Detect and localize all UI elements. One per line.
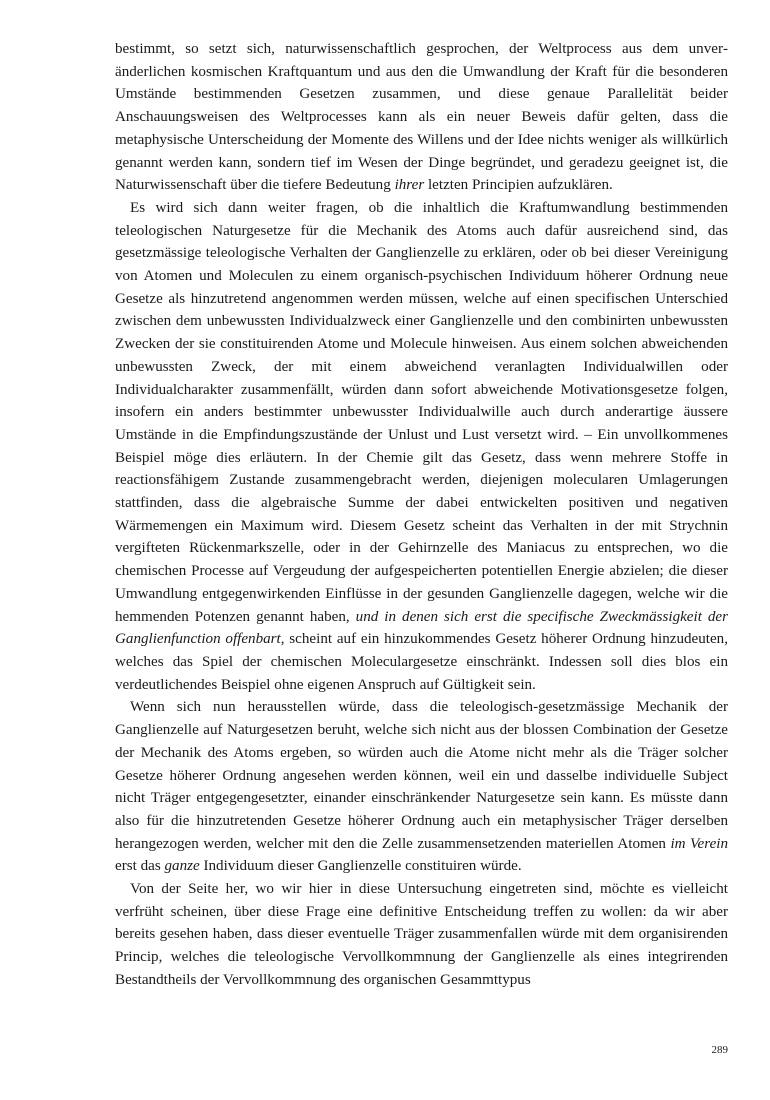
text-run: Es wird sich dann weiter fragen, ob die inhaltlich die Kraftumwandlung bestimmenden teleologischen Naturgesetze für die Mechanik des Atoms auch dafür ausreichend sind, das gesetzmässige teleologische Verhalten der Ganglienzelle zu erklären, oder ob bei dieser Vereinigung von Atomen und Moleculen zu einem organisch-psychischen Individuum höherer Ordnung neue Gesetze als hinzutretend angenommen werden müssen, welche auf einen specifischen Unterschied zwischen dem unbewussten Individualzweck einer Ganglienzelle und den combinirten unbewussten Zwecken der sie constituirenden Atome und Molecule hinweisen. Aus einem solchen abweichenden unbewussten Zweck, der mit einem abweichend veranlagten Individualwillen oder Individualcharakter zusammenfällt, würden dann sofort abweichende Motivationsgesetze folgen, insofern ein anders bestimmter unbewusster Individualwille auch durch anderartige äussere Umstände in die Empfindungszustände der Unlust und Lust versetzt wird. – Ein unvollkommenes Beispiel möge dies erläutern. In der Chemie gilt das Gesetz, dass wenn mehrere Stoffe in reactionsfähigem Zustande zusammengebracht werden, diejenigen molecularen Umlagerungen stattfinden, dass die algebraische Summe der dabei entwickelten positiven und negativen Wärmemengen ein Maximum wird. Diesem Gesetz scheint das Verhalten in der mit Strychnin vergifteten Rückenmarkszelle, oder in der Gehirnzelle des Maniacus zu entsprechen, wo die chemischen Processe auf Vergeudung der aufgespeicherten potentiellen Energie abzielen; die dieser Umwandlung entgegenwirkenden Einflüsse in der gesunden Ganglienzelle dagegen, welche wir die hemmenden Potenzen genannt haben, (115, 199, 728, 625)
text-run: , scheint auf ein hinzukommendes Gesetz höherer Ordnung hinzudeuten, welches das Spiel der chemischen Moleculargesetze einschränkt. Indessen soll dies blos ein verdeutlichendes Beispiel ohne eigenen Anspruch auf Gültigkeit sein. (115, 631, 728, 693)
italic-text-run: ihrer (394, 177, 425, 194)
italic-text-run: ganze (164, 858, 200, 875)
text-run: erst das (115, 858, 165, 875)
italic-text-run: im Verein (670, 835, 729, 852)
text-run: letzten Principien aufzuklären. (424, 177, 613, 194)
paragraph (115, 878, 728, 992)
page-number: 289 (711, 1044, 728, 1056)
text-run: Wenn sich nun herausstellen würde, dass die teleologisch-gesetzmässige Mechanik der Ganglienzelle auf Naturgesetzen beruht, welche sich nicht aus der blossen Combination der Gesetze der Mechanik des Atoms ergeben, so würden auch die Atome nicht mehr als die Träger solcher Gesetze höherer Ordnung angesehen werden können, weil ein und dasselbe individuelle Subject nicht Träger entgegengesetzter, einander einschränkender Naturgesetze sein kann. Es müsste dann also für die hinzutretenden Gesetze höherer Ordnung auch ein metaphysischer Träger derselben herangezogen werden, welcher mit den die Zelle zusammensetzenden materiellen Atomen (115, 699, 728, 852)
text-run: bestimmt, so setzt sich, naturwissenschaftlich gesprochen, der Weltprocess aus dem unveränderlichen kosmischen Kraftquantum und aus den die Umwandlung der Kraft für die besonderen Umstände bestimmenden Gesetzen zusammen, und diese genaue Parallelität beider Anschauungsweisen des Weltprocesses kann als ein neuer Beweis dafür gelten, dass die metaphysische Unterscheidung der Momente des Willens und der Idee nichts weniger als willkürlich genannt werden kann, sondern tief im Wesen der Dinge begründet, und geradezu geeignet ist, die Naturwissenschaft über die tiefere Bedeutung (115, 41, 728, 194)
text-run: Von der Seite her, wo wir hier in diese Untersuchung eingetreten sind, möchte es vielleicht verfrüht scheinen, über diese Frage eine definitive Entscheidung treffen zu wollen: da wir aber bereits gesehen haben, dass dieser eventuelle Träger zusammenfallen würde mit dem organisirenden Princip, welches die teleologische Vervollkommnung der Ganglienzelle als eines integrirenden Bestandtheils der Vervollkommnung des organischen Gesammttypus (115, 881, 728, 988)
paragraph (115, 696, 728, 878)
italic-text-run: und in denen sich erst die specifische Zweckmässigkeit der Ganglienfunction offenbart (115, 608, 729, 648)
paragraph (115, 38, 728, 197)
page-body (115, 38, 728, 992)
paragraph (115, 197, 728, 696)
text-run: Individuum dieser Ganglienzelle constituiren würde. (199, 858, 522, 875)
